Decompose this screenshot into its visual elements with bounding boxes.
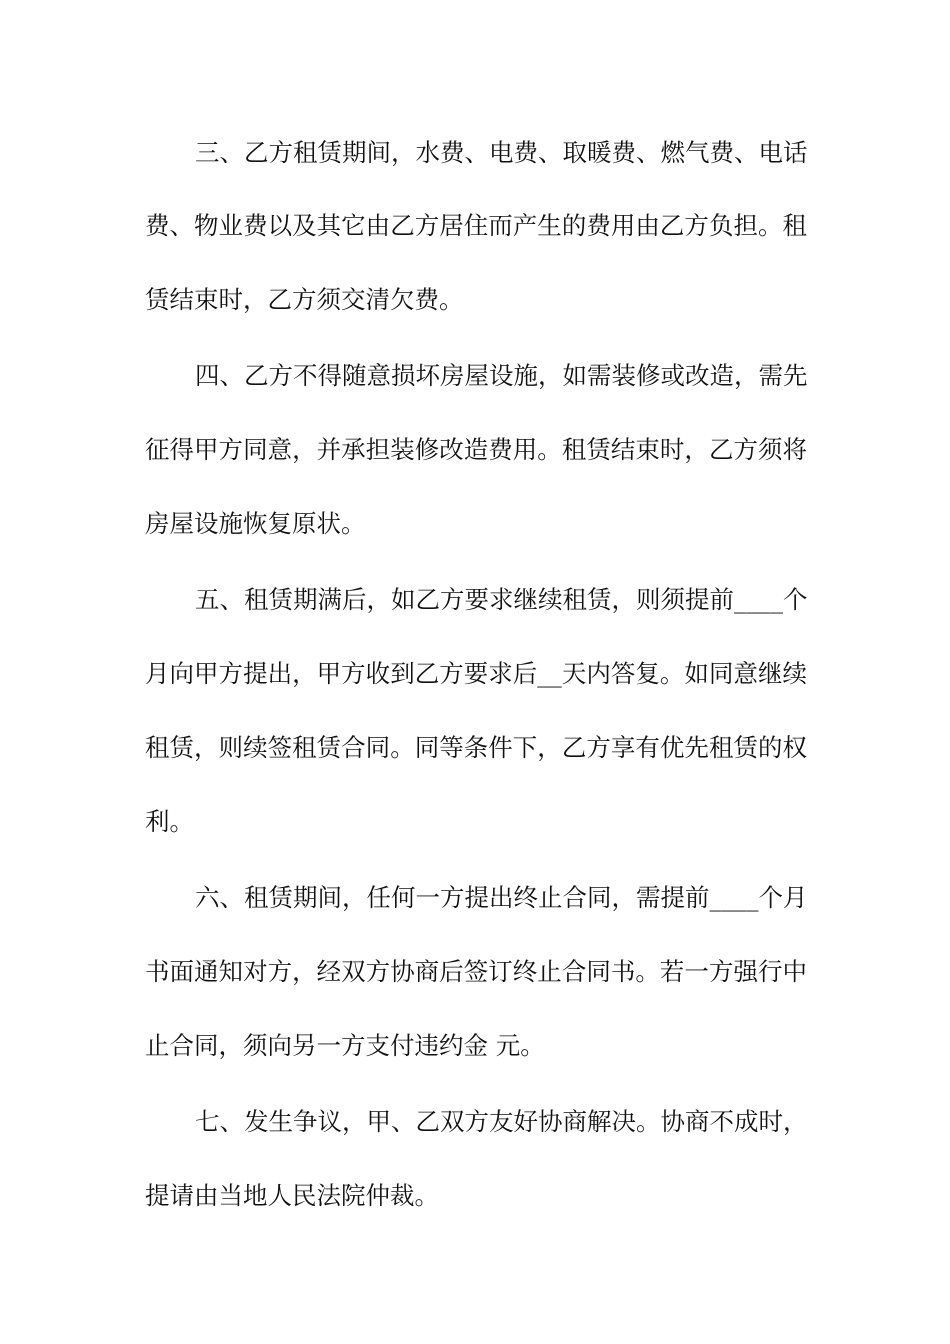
- clause-5-line-2: 月向甲方提出，甲方收到乙方要求后__天内答复。如同意继续: [145, 659, 807, 688]
- clause-6-line-3: 止合同，须向另一方支付违约金 元。: [145, 1031, 545, 1060]
- clause-7-line-2: 提请由当地人民法院仲裁。: [145, 1181, 439, 1210]
- clause-6-line-2: 书面通知对方，经双方协商后签订终止合同书。若一方强行中: [145, 957, 807, 986]
- clause-4-line-1: 四、乙方不得随意损坏房屋设施，如需装修或改造，需先: [195, 361, 808, 390]
- clause-3-line-2: 费、物业费以及其它由乙方居住而产生的费用由乙方负担。租: [145, 211, 807, 240]
- clause-3-line-3: 赁结束时，乙方须交清欠费。: [145, 285, 464, 314]
- clause-3-line-1: 三、乙方租赁期间，水费、电费、取暖费、燃气费、电话: [195, 138, 808, 167]
- clause-7-line-1: 七、发生争议，甲、乙双方友好协商解决。协商不成时，: [195, 1107, 808, 1136]
- clause-5-line-1: 五、租赁期满后，如乙方要求继续租赁，则须提前____个: [195, 585, 808, 614]
- clause-5-line-4: 利。: [145, 807, 194, 836]
- clause-6-line-1: 六、租赁期间，任何一方提出终止合同，需提前____个月: [195, 883, 808, 912]
- clause-5-line-3: 租赁，则续签租赁合同。同等条件下，乙方享有优先租赁的权: [145, 733, 807, 762]
- clause-4-line-3: 房屋设施恢复原状。: [145, 509, 366, 538]
- clause-4-line-2: 征得甲方同意，并承担装修改造费用。租赁结束时，乙方须将: [145, 435, 807, 464]
